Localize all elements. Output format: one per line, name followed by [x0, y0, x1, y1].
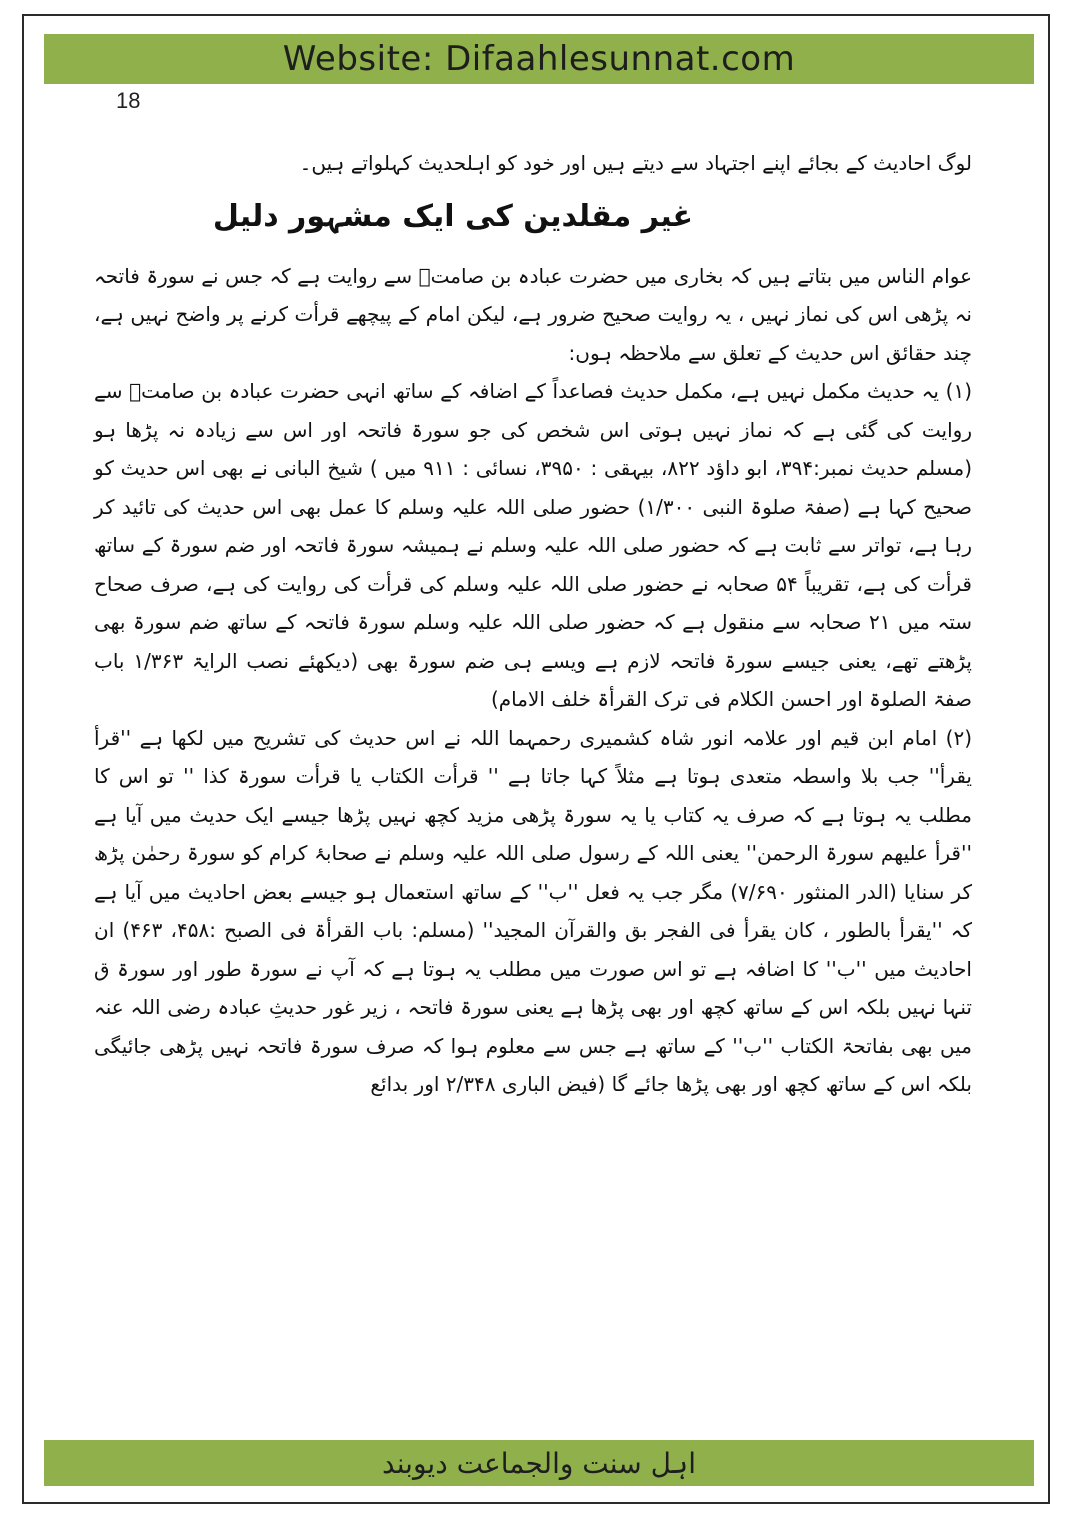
article-body — [94, 144, 972, 1104]
paragraph-point-1: (۱) یہ حدیث مکمل نہیں ہے، مکمل حدیث فصاعداً کے اضافہ کے ساتھ انہی حضرت عبادہ بن صامتؓ سے روایت کی گئی ہے کہ نماز نہیں ہوتی اس شخص کی جو سورۃ فاتحہ اور اس سے زیادہ نہ پڑھا ہو (مسلم حدیث نمبر:۳۹۴، ابو داؤد ۸۲۲، بیہقی : ۳۹۵۰، نسائی : ۹۱۱ میں ) شیخ البانی نے بھی اس حدیث کو صحیح کہا ہے (صفۃ صلوۃ النبی ۱/۳۰۰) حضور صلی اللہ علیہ وسلم کا عمل بھی اس حدیث کی تائید کر رہا ہے، تواتر سے ثابت ہے کہ حضور صلی اللہ علیہ وسلم نے ہمیشہ سورۃ فاتحہ اور ضم سورۃ کے ساتھ قرأت کی ہے، تقریباً ۵۴ صحابہ نے حضور صلی اللہ علیہ وسلم کی قرأت کی روایت کی ہے، صرف صحاح ستہ میں ۲۱ صحابہ سے منقول ہے کہ حضور صلی اللہ علیہ وسلم سورۃ فاتحہ کے ساتھ ضم سورۃ بھی پڑھتے تھے، یعنی جیسے سورۃ فاتحہ لازم ہے ویسے ہی ضم سورۃ بھی (دیکھئے نصب الرایۃ ۱/۳۶۳ باب صفۃ الصلوۃ اور احسن الکلام فی ترک القرأۃ خلف الامام) — [94, 379, 973, 711]
website-url[interactable]: Website: Difaahlesunnat.com — [282, 39, 796, 79]
footer-text: اہل سنت والجماعت دیوبند — [382, 1446, 696, 1480]
intro-line: لوگ احادیث کے بجائے اپنے اجتہاد سے دیتے ہیں اور خود کو اہلحدیث کہلواتے ہیں۔ — [299, 151, 972, 175]
section-heading: غیر مقلدین کی ایک مشہور دلیل — [212, 198, 694, 234]
paragraph-point-2: (۲) امام ابن قیم اور علامہ انور شاہ کشمیری رحمہما اللہ نے اس حدیث کی تشریح میں لکھا ہے ''قرأ یقرأ'' جب بلا واسطہ متعدی ہوتا ہے مثلاً کہا جاتا ہے '' قرأت الکتاب یا قرأت سورۃ کذا '' تو اس کا مطلب یہ ہوتا ہے کہ صرف یہ کتاب یا یہ سورۃ پڑھی مزید کچھ نہیں پڑھا جیسے ایک حدیث میں آیا ہے ''قرأ علیھم سورۃ الرحمن'' یعنی اللہ کے رسول صلی اللہ علیہ وسلم نے صحابۂ کرام کو سورۃ رحمٰن پڑھ کر سنایا (الدر المنثور ۷/۶۹۰) مگر جب یہ فعل ''ب'' کے ساتھ استعمال ہو جیسے بعض احادیث میں آیا ہے کہ ''یقرأ بالطور ، کان یقرأ فی الفجر بق والقرآن المجید'' (مسلم: باب القرأۃ فی الصبح :۴۵۸، ۴۶۳) ان احادیث میں ''ب'' کا اضافہ ہے تو اس صورت میں مطلب یہ ہوتا ہے کہ آپ نے سورۃ طور اور سورۃ ق تنہا نہیں بلکہ اس کے ساتھ کچھ اور بھی پڑھا ہے یعنی سورۃ فاتحہ ، زیر غور حدیثِ عبادہ رضی اللہ عنہ میں بھی بفاتحۃ الکتاب ''ب'' کے ساتھ ہے جس سے معلوم ہوا کہ صرف سورۃ فاتحہ نہیں پڑھی جائیگی بلکہ اس کے ساتھ کچھ اور بھی پڑھا جائے گا (فیض الباری ۲/۳۴۸ اور بدائع — [94, 725, 973, 1096]
footer-band — [44, 1440, 1034, 1486]
website-header-band — [44, 34, 1034, 84]
paragraph-introduction: عوام الناس میں بتاتے ہیں کہ بخاری میں حضرت عبادہ بن صامتؓ سے روایت ہے کہ جس نے سورۃ فاتحہ نہ پڑھی اس کی نماز نہیں ، یہ روایت صحیح ضرور ہے، لیکن امام کے پیچھے قرأت کرنے پر واضح نہیں ہے، چند حقائق اس حدیث کے تعلق سے ملاحظہ ہوں: — [94, 263, 972, 365]
page-number: 18 — [116, 88, 141, 113]
page-frame — [22, 14, 1050, 1504]
